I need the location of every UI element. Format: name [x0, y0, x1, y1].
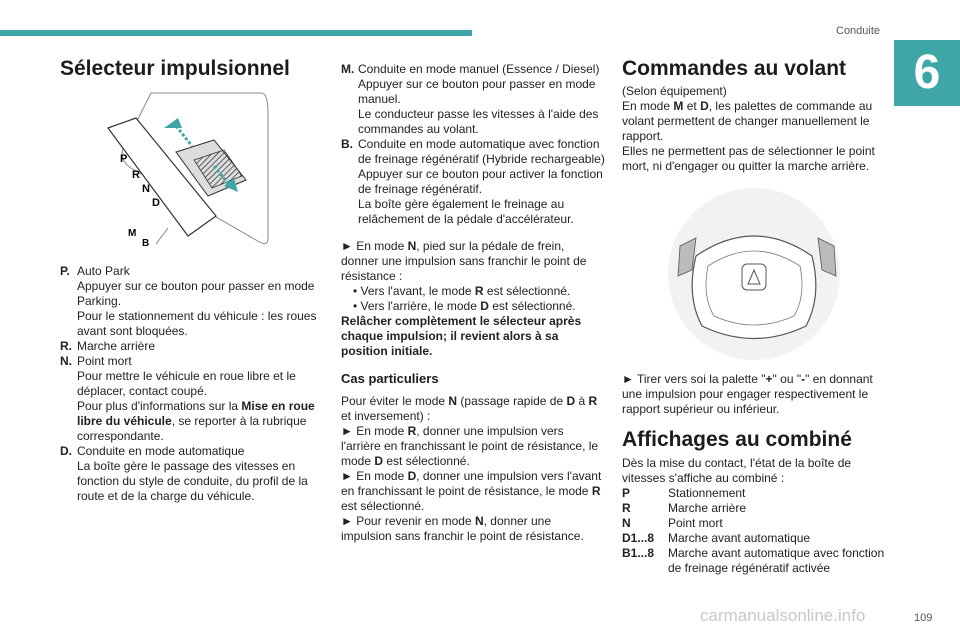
special-case-step: ► En mode D, donner une impulsion vers l'avant en franchissant le point de résistance, le mode R est sélectionné.: [341, 469, 602, 513]
selector-heading: Sélecteur impulsionnel: [60, 57, 290, 80]
label-b: B: [142, 238, 150, 249]
special-case-step: ► Pour revenir en mode N, donner une impulsion sans franchir le point de résistance.: [341, 514, 584, 543]
gear-selector-illustration: [96, 88, 276, 261]
def-r: R. Marche arrière: [60, 339, 156, 353]
label-d: D: [152, 197, 160, 209]
label-m: M: [128, 228, 137, 239]
chapter-number: 6: [894, 40, 960, 106]
special-cases-heading: Cas particuliers: [341, 371, 439, 386]
gear-row: B1...8 Marche avant automatique avec fonction de freinage régénératif activée: [622, 546, 885, 575]
release-note: Relâcher complètement le sélecteur après chaque impulsion; il revient alors à sa position initiale.: [341, 314, 582, 358]
page-number: 109: [914, 612, 933, 624]
instruction-n: ► En mode N, pied sur la pédale de frein, donner une impulsion sans franchir le point de résistance :: [341, 239, 587, 283]
def-p: P. Auto Park Appuyer sur ce bouton pour passer en mode Parking. Pour le stationnement du véhicule : les roues avant sont bloquées.: [60, 264, 317, 338]
gear-row: R Marche arrière: [622, 501, 747, 515]
wheel-text: (Selon équipement) En mode M et D, les palettes de commande au volant permettent de changer manuellement le rapport. Elles ne permettent pas de sélectionner le point mort, ni d'engager ou quitter la marche arrière.: [622, 84, 875, 173]
label-p: P: [120, 153, 128, 165]
wheel-heading: Commandes au volant: [622, 57, 847, 80]
bullet-backward: • Vers l'arrière, le mode D est sélectionné.: [353, 299, 576, 313]
selector-definitions: [60, 264, 322, 504]
def-n: N. Point mort Pour mettre le véhicule en roue libre et le déplacer, contact coupé. Pour plus d'informations sur la Mise en roue libre du véhicule, se reporter à la rubrique correspondante.: [60, 354, 315, 443]
steering-wheel-illustration: [666, 186, 846, 367]
section-title: Conduite: [836, 25, 881, 37]
special-cases-intro: Pour éviter le mode N (passage rapide de D à R et inversement) :: [341, 394, 598, 423]
def-b: B. Conduite en mode automatique avec fonction de freinage régénératif (Hybride rechargeable) Appuyer sur ce bouton pour activer la fonction de freinage régénératif. La boîte gère également le freinage au relâchement de la pédale d'accélérateur.: [341, 137, 605, 226]
gear-row: D1...8 Marche avant automatique: [622, 531, 811, 545]
cross-reference-link: Mise en roue libre du véhicule: [77, 399, 315, 428]
wheel-instruction: ► Tirer vers soi la palette "+" ou "-" en donnant une impulsion pour engager respectivement le rapport supérieur ou inférieur.: [622, 372, 873, 416]
bullet-forward: • Vers l'avant, le mode R est sélectionné.: [353, 284, 571, 298]
gear-row: N Point mort: [622, 516, 723, 530]
label-r: R: [132, 169, 140, 181]
display-section: Dès la mise du contact, l'état de la boîte de vitesses s'affiche au combiné : P Stationnement R Marche arrière N Point mort D1...8 Marche avant automatique B1...8 Marche avant automatique avec fonction de freinage régénératif activée: [622, 456, 890, 576]
modes-column: [341, 62, 605, 544]
header-accent-bar: [0, 30, 472, 36]
label-n: N: [142, 183, 150, 195]
watermark: carmanualsonline.info: [700, 606, 866, 625]
def-d: D. Conduite en mode automatique La boîte gère le passage des vitesses en fonction du style de conduite, du profil de la route et de la charge du véhicule.: [60, 444, 308, 503]
display-heading: Affichages au combiné: [622, 428, 852, 451]
gear-row: P Stationnement: [622, 486, 746, 500]
def-m: M. Conduite en mode manuel (Essence / Diesel) Appuyer sur ce bouton pour passer en mode manuel. Le conducteur passe les vitesses à l'aide des commandes au volant.: [341, 62, 600, 136]
special-case-step: ► En mode R, donner une impulsion vers l'arrière en franchissant le point de résistance, le mode D est sélectionné.: [341, 424, 599, 468]
